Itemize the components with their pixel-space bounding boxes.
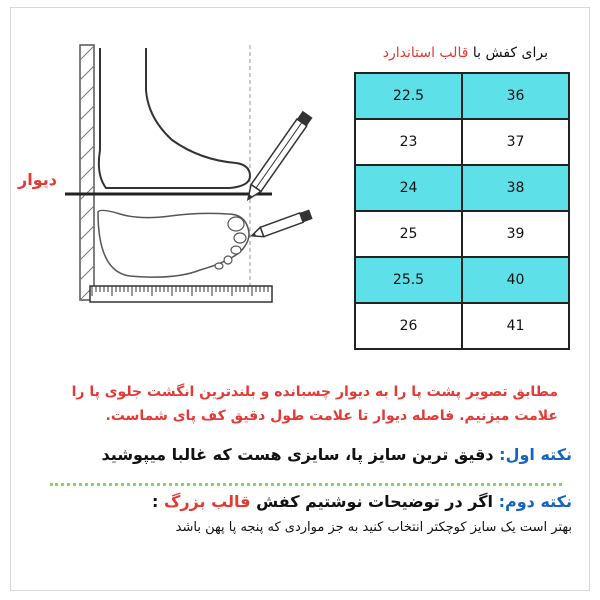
shoe-size-cell: 38	[462, 165, 569, 211]
size-row	[355, 211, 569, 257]
size-row	[355, 303, 569, 349]
foot-length-cell: 23	[355, 119, 462, 165]
measure-instructions: مطابق تصویر پشت پا را به دیوار چسبانده و بلندترین انگشت جلوی پا را علامت میزنیم. فاصله دیوار تا علامت طول دقیق کف پای شماست.	[71, 384, 558, 424]
foot-length-cell: 24	[355, 165, 462, 211]
size-row	[355, 119, 569, 165]
dotted-divider	[50, 483, 562, 486]
note-1-label: نکته اول:	[499, 445, 572, 464]
foot-length-cell: 26	[355, 303, 462, 349]
foot-length-cell: 22.5	[355, 73, 462, 119]
shoe-size-cell: 40	[462, 257, 569, 303]
shoe-size-cell: 37	[462, 119, 569, 165]
foot-measure-illustration	[0, 0, 330, 320]
note-2-detail: بهتر است یک سایز کوچکتر انتخاب کنید به جز مواردی که پنجه پا پهن باشد	[175, 520, 572, 535]
note-2-highlight: قالب بزرگ	[163, 492, 251, 511]
size-table	[354, 72, 570, 350]
note-2-suffix: :	[151, 492, 159, 511]
foot-length-cell: 25.5	[355, 257, 462, 303]
wall-icon	[80, 45, 94, 300]
ruler-icon	[90, 286, 272, 302]
note-1	[102, 445, 572, 464]
foot-length-cell: 25	[355, 211, 462, 257]
size-chart-title	[383, 45, 548, 61]
note-2-label: نکته دوم:	[498, 492, 572, 511]
note-2	[152, 492, 572, 511]
foot-side-icon	[99, 48, 250, 188]
note-1-text: دقیق ترین سایز پا، سایزی هست که غالبا میپوشید	[101, 445, 494, 464]
note-2-text: اگر در توضیحات نوشتیم کفش	[256, 492, 494, 511]
pencil-icon	[250, 210, 313, 241]
size-row	[355, 165, 569, 211]
shoe-size-cell: 39	[462, 211, 569, 257]
size-row	[355, 257, 569, 303]
size-row	[355, 73, 569, 119]
shoe-size-cell: 36	[462, 73, 569, 119]
size-chart-title-prefix: برای کفش با	[472, 45, 548, 61]
foot-top-icon	[98, 210, 249, 277]
wall-label: دیوار	[18, 170, 57, 189]
shoe-size-cell: 41	[462, 303, 569, 349]
pencil-icon	[243, 111, 312, 203]
size-chart-title-highlight: قالب استاندارد	[382, 45, 469, 61]
